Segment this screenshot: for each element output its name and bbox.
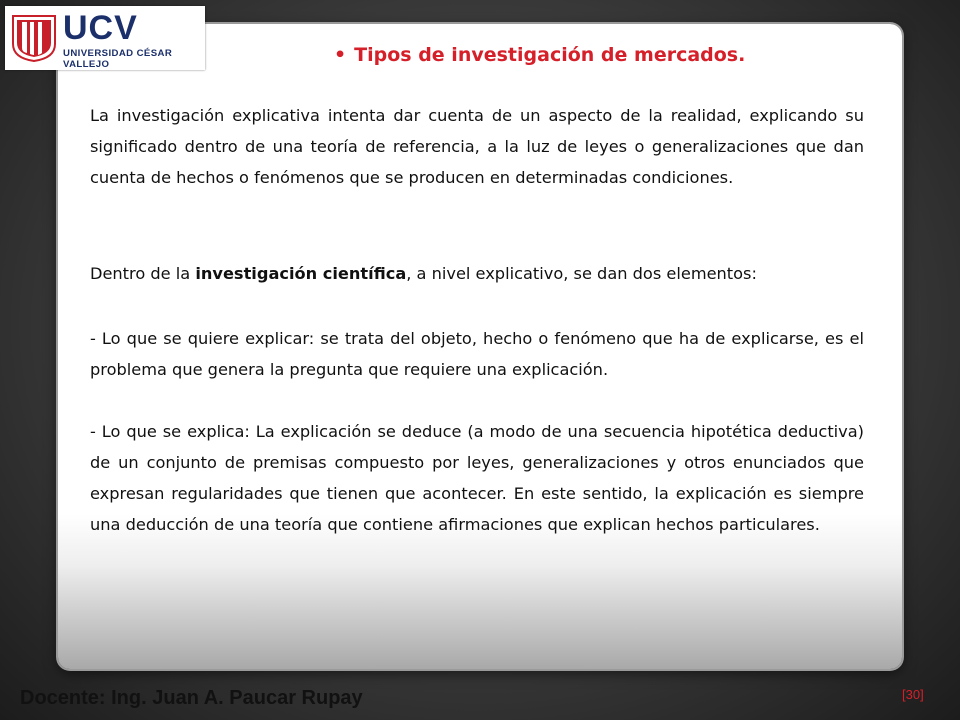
slide-number: [30]: [902, 687, 924, 702]
ucv-logo: [5, 6, 205, 70]
paragraph-elementos-before: Dentro de la: [90, 264, 196, 283]
bullet-icon: •: [334, 44, 347, 66]
paragraph-elementos-after: , a nivel explicativo, se dan dos elementos:: [406, 264, 757, 283]
slide-title: [334, 44, 745, 66]
logo-name: UCV: [63, 9, 138, 47]
paragraph-se-explica: - Lo que se explica: La explicación se deduce (a modo de una secuencia hipotética deductiva) de un conjunto de premisas compuesto por leyes, generalizaciones y otros enunciados que expresan regularidades que tienen que acontecer. En este sentido, la explicación es siempre una deducción de una teoría que contiene afirmaciones que explican hechos particulares.: [90, 422, 864, 534]
footer-docente: Docente: Ing. Juan A. Paucar Rupay: [20, 687, 363, 709]
paragraph-quiere-explicar: - Lo que se quiere explicar: se trata del objeto, hecho o fenómeno que ha de explicarse, es el problema que genera la pregunta que requiere una explicación.: [90, 329, 864, 379]
paragraph-elementos-bold: investigación científica: [195, 264, 407, 283]
slide-title-text: Tipos de investigación de mercados.: [354, 44, 746, 66]
logo-subtitle: UNIVERSIDAD CÉSAR VALLEJO: [63, 48, 173, 70]
paragraph-explicativa: La investigación explicativa intenta dar cuenta de un aspecto de la realidad, explicando su significado dentro de una teoría de referencia, a la luz de leyes o generalizaciones que dan cuenta de hechos o fenómenos que se producen en determinadas condiciones.: [90, 106, 864, 187]
ucv-shield-icon: [11, 14, 57, 62]
paragraph-elementos: [90, 258, 864, 289]
